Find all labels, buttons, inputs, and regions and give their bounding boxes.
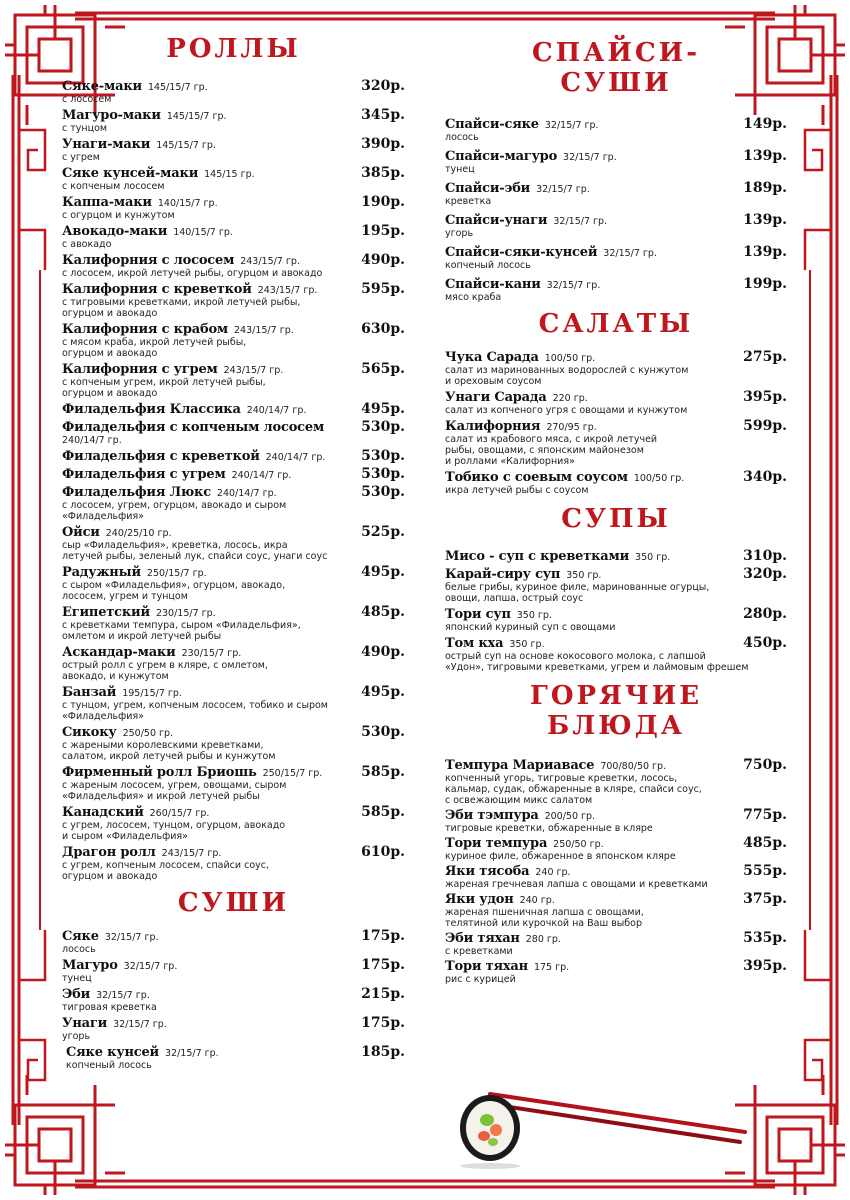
item-description: с жареными королевскими креветками, bbox=[62, 740, 264, 751]
section-title bbox=[445, 504, 787, 538]
item-price: 555р. bbox=[743, 863, 787, 879]
item-name: Том кха bbox=[445, 636, 504, 651]
right-column bbox=[445, 34, 787, 986]
menu-item bbox=[445, 606, 787, 633]
item-name: Тори суп bbox=[445, 607, 511, 622]
section-title: СУШИ bbox=[177, 888, 290, 918]
item-description: с авокадо bbox=[62, 239, 112, 250]
item-price: 385р. bbox=[361, 165, 405, 181]
item-weight: 240/14/7 гр. bbox=[216, 488, 277, 499]
item-price: 340р. bbox=[743, 469, 787, 485]
item-description: с тигровыми креветками, икрой летучей рыбы, bbox=[62, 297, 301, 308]
item-weight: 243/15/7 гр. bbox=[240, 256, 300, 267]
item-weight: 700/80/50 гр. bbox=[600, 761, 667, 772]
section-title bbox=[445, 309, 787, 343]
item-price: 530р. bbox=[361, 419, 405, 435]
menu-item bbox=[62, 165, 405, 192]
item-price: 599р. bbox=[743, 418, 787, 434]
item-weight: 270/95 гр. bbox=[546, 422, 597, 433]
item-weight: 243/15/7 гр. bbox=[223, 365, 284, 376]
item-name: Магуро-маки bbox=[62, 108, 161, 123]
item-description: с креветками темпура, сыром «Филадельфия», bbox=[62, 620, 301, 631]
section-title bbox=[445, 681, 787, 745]
item-description: с освежающим микс салатом bbox=[445, 795, 593, 806]
item-name: Калифорния с креветкой bbox=[62, 282, 252, 297]
item-name: Унаги-маки bbox=[62, 137, 151, 152]
item-price: 275р. bbox=[743, 349, 787, 365]
item-price: 185р. bbox=[361, 1044, 405, 1060]
item-weight: 175 гр. bbox=[533, 962, 570, 973]
section-title-line: САЛАТЫ bbox=[538, 309, 694, 339]
item-description: лосось bbox=[62, 944, 96, 955]
item-description: угорь bbox=[62, 1031, 91, 1042]
item-price: 320р. bbox=[361, 78, 405, 94]
item-description: тигровые креветки, обжаренные в кляре bbox=[445, 823, 653, 834]
item-weight: 32/15/7 гр. bbox=[544, 120, 599, 131]
item-name: Эби тяхан bbox=[445, 931, 520, 946]
item-name: Унаги Сарада bbox=[445, 390, 547, 405]
item-weight: 195/15/7 гр. bbox=[122, 688, 182, 699]
item-description: омлетом и икрой летучей рыбы bbox=[62, 631, 222, 642]
sushi-roll-chopsticks-illustration bbox=[440, 1080, 750, 1170]
item-price: 139р. bbox=[743, 244, 787, 260]
item-weight: 240/25/10 гр. bbox=[105, 528, 172, 539]
item-description: с копченым угрем, икрой летучей рыбы, bbox=[62, 377, 266, 388]
left-column bbox=[62, 34, 405, 1073]
item-description: авокадо, и кунжутом bbox=[62, 671, 169, 682]
menu-item bbox=[62, 401, 405, 417]
item-description: тигровая креветка bbox=[62, 1002, 157, 1013]
item-description: кальмар, судак, обжаренные в кляре, спайси соус, bbox=[445, 784, 702, 795]
menu-item bbox=[445, 349, 787, 387]
section-title-line: ГОРЯЧИЕ bbox=[529, 681, 703, 711]
item-weight: 145/15 гр. bbox=[204, 169, 255, 180]
item-price: 610р. bbox=[361, 844, 405, 860]
item-name: Спайси-магуро bbox=[445, 149, 558, 164]
item-price: 535р. bbox=[743, 930, 787, 946]
item-description: «Филадельфия» и икрой летучей рыбы bbox=[62, 791, 260, 802]
item-description: белые грибы, куриное филе, маринованные огурцы, bbox=[445, 582, 710, 593]
item-name: Филадельфия с угрем bbox=[62, 467, 226, 482]
menu-item bbox=[62, 136, 405, 163]
menu-item bbox=[445, 930, 787, 957]
item-price: 495р. bbox=[361, 564, 405, 580]
menu-item bbox=[62, 1015, 405, 1042]
item-weight: 240 гр. bbox=[519, 895, 555, 906]
item-weight: 350 гр. bbox=[516, 610, 552, 621]
item-description: тунец bbox=[445, 164, 475, 175]
item-name: Яки тясоба bbox=[445, 864, 530, 879]
item-description: летучей рыбы, зеленый лук, спайси соус, унаги соус bbox=[62, 551, 328, 562]
item-name: Калифорния с угрем bbox=[62, 362, 218, 377]
item-description: рыбы, овощами, с японским майонезом bbox=[445, 445, 644, 456]
item-name: Сяке bbox=[62, 929, 99, 944]
menu-item bbox=[62, 844, 405, 882]
menu-item bbox=[62, 321, 405, 359]
menu-item bbox=[445, 863, 787, 890]
menu-item bbox=[62, 604, 405, 642]
item-price: 345р. bbox=[361, 107, 405, 123]
item-price: 190р. bbox=[361, 194, 405, 210]
item-name: Аскандар-маки bbox=[62, 645, 176, 660]
item-name: Яки удон bbox=[445, 892, 514, 907]
menu-item bbox=[445, 148, 787, 175]
item-description: жареная гречневая лапша с овощами и креветками bbox=[445, 879, 708, 890]
menu-item bbox=[62, 986, 405, 1013]
item-weight: 200/50 гр. bbox=[544, 811, 596, 822]
item-price: 280р. bbox=[743, 606, 787, 622]
item-price: 149р. bbox=[743, 116, 787, 132]
item-description: японский куриный суп с овощами bbox=[445, 622, 616, 633]
item-price: 139р. bbox=[743, 148, 787, 164]
menu-item bbox=[62, 107, 405, 134]
item-price: 750р. bbox=[743, 757, 787, 773]
item-name: Мисо - суп с креветками bbox=[445, 549, 630, 564]
item-weight: 32/15/7 гр. bbox=[113, 1019, 167, 1030]
item-description: с мясом краба, икрой летучей рыбы, bbox=[62, 337, 247, 348]
item-description: огурцом и авокадо bbox=[62, 348, 158, 359]
item-weight: 243/15/7 гр. bbox=[257, 285, 318, 296]
item-name: Тори тяхан bbox=[445, 959, 528, 974]
item-weight: 145/15/7 гр. bbox=[166, 111, 227, 122]
menu-item bbox=[62, 724, 405, 762]
item-price: 390р. bbox=[361, 136, 405, 152]
item-weight: 220 гр. bbox=[552, 393, 588, 404]
menu-item bbox=[445, 891, 787, 929]
menu-section bbox=[445, 38, 787, 303]
item-weight: 32/15/7 гр. bbox=[123, 961, 178, 972]
item-name: Эби bbox=[62, 987, 91, 1002]
item-price: 375р. bbox=[743, 891, 787, 907]
item-price: 530р. bbox=[361, 484, 405, 500]
item-description: с тунцом, угрем, копченым лососем, тобико и сыром bbox=[62, 700, 328, 711]
menu-item bbox=[62, 928, 405, 955]
menu-item bbox=[62, 564, 405, 602]
menu-item bbox=[62, 957, 405, 984]
item-weight: 32/15/7 гр. bbox=[553, 216, 608, 227]
item-description: копченый лосось bbox=[445, 260, 531, 271]
item-description: икра летучей рыбы с соусом bbox=[445, 485, 589, 496]
item-description: с жареным лососем, угрем, овощами, сыром bbox=[62, 780, 287, 791]
menu-item bbox=[62, 684, 405, 722]
menu-item bbox=[62, 78, 405, 105]
item-price: 490р. bbox=[361, 644, 405, 660]
item-weight: 280 гр. bbox=[525, 934, 561, 945]
item-description: сыр «Филадельфия», креветка, лосось, икра bbox=[62, 540, 288, 551]
item-name: Филадельфия с креветкой bbox=[62, 449, 260, 464]
item-weight: 32/15/7 гр. bbox=[603, 248, 657, 259]
item-price: 585р. bbox=[361, 764, 405, 780]
section-title-line: СУПЫ bbox=[561, 504, 671, 534]
menu-section bbox=[62, 34, 405, 882]
item-weight: 240/14/7 гр. bbox=[231, 470, 292, 481]
menu-item bbox=[445, 635, 787, 673]
item-weight: 100/50 гр. bbox=[544, 353, 596, 364]
item-name: Калифорния с лососем bbox=[62, 253, 235, 268]
menu-item bbox=[62, 804, 405, 842]
item-name: Унаги bbox=[62, 1016, 108, 1031]
item-price: 595р. bbox=[361, 281, 405, 297]
item-weight: 350 гр. bbox=[509, 639, 545, 650]
menu-item bbox=[62, 252, 405, 279]
item-name: Тобико с соевым соусом bbox=[445, 470, 628, 485]
item-price: 585р. bbox=[361, 804, 405, 820]
menu-item bbox=[62, 223, 405, 250]
menu-item bbox=[62, 644, 405, 682]
menu-item bbox=[62, 448, 405, 464]
item-weight: 32/15/7 гр. bbox=[96, 990, 150, 1001]
item-name: Фирменный ролл Бриошь bbox=[62, 765, 257, 780]
item-name: Темпура Мариавасе bbox=[445, 758, 595, 773]
item-price: 195р. bbox=[361, 223, 405, 239]
item-name: Филадельфия Люкс bbox=[62, 485, 211, 500]
item-weight: 350 гр. bbox=[566, 570, 602, 581]
item-price: 175р. bbox=[361, 957, 405, 973]
item-weight: 250/15/7 гр. bbox=[262, 768, 323, 779]
menu-item bbox=[62, 419, 405, 446]
item-price: 189р. bbox=[743, 180, 787, 196]
item-name: Эби тэмпура bbox=[445, 808, 539, 823]
item-name: Спайси-эби bbox=[445, 181, 531, 196]
menu-item bbox=[445, 807, 787, 834]
item-weight: 260/15/7 гр. bbox=[149, 808, 210, 819]
item-description: острый суп на основе кокосового молока, с лапшой bbox=[445, 651, 706, 662]
item-price: 485р. bbox=[743, 835, 787, 851]
item-price: 395р. bbox=[743, 389, 787, 405]
item-weight: 140/15/7 гр. bbox=[173, 227, 233, 238]
item-price: 320р. bbox=[743, 566, 787, 582]
item-name: Спайси-кани bbox=[445, 277, 541, 292]
item-price: 175р. bbox=[361, 1015, 405, 1031]
section-title bbox=[445, 38, 787, 102]
item-weight: 140/15/7 гр. bbox=[157, 198, 218, 209]
item-description: угорь bbox=[445, 228, 474, 239]
item-description: салат из крабового мяса, с икрой летучей bbox=[445, 434, 658, 445]
item-description: и сыром «Филадельфия» bbox=[62, 831, 188, 842]
item-description: с лососем, икрой летучей рыбы, огурцом и авокадо bbox=[62, 268, 323, 279]
item-weight: 32/15/7 гр. bbox=[104, 932, 159, 943]
item-name: Спайси-сяки-кунсей bbox=[445, 245, 598, 260]
item-price: 485р. bbox=[361, 604, 405, 620]
item-description: с угрем bbox=[62, 152, 100, 163]
item-weight: 250/15/7 гр. bbox=[146, 568, 207, 579]
item-weight: 250/50 гр. bbox=[122, 728, 174, 739]
item-description: с тунцом bbox=[62, 123, 108, 134]
item-name: Магуро bbox=[62, 958, 118, 973]
item-description: с лососем, угрем, огурцом, авокадо и сыром bbox=[62, 500, 287, 511]
item-description: огурцом и авокадо bbox=[62, 388, 158, 399]
item-description: овощи, лапша, острый соус bbox=[445, 593, 584, 604]
item-name: Тори темпура bbox=[445, 836, 548, 851]
item-name: Сикоку bbox=[62, 725, 117, 740]
item-name: Ойси bbox=[62, 525, 100, 540]
item-weight: 32/15/7 гр. bbox=[546, 280, 601, 291]
item-description: салат из маринованных водорослей с кунжутом bbox=[445, 365, 689, 376]
item-price: 310р. bbox=[743, 548, 787, 564]
item-description: салат из копченого угря с овощами и кунжутом bbox=[445, 405, 688, 416]
item-price: 490р. bbox=[361, 252, 405, 268]
menu-section bbox=[445, 504, 787, 673]
item-description: рис с курицей bbox=[445, 974, 516, 985]
item-price: 139р. bbox=[743, 212, 787, 228]
item-description: с лососем bbox=[62, 94, 112, 105]
item-name: Чука Сарада bbox=[445, 350, 539, 365]
item-name: Филадельфия Классика bbox=[62, 402, 241, 417]
item-description: с сыром «Филадельфия», огурцом, авокадо, bbox=[62, 580, 286, 591]
menu-item bbox=[445, 418, 787, 467]
item-description: с копченым лососем bbox=[62, 181, 165, 192]
item-name: Филадельфия с копченым лососем bbox=[62, 420, 325, 435]
item-weight: 240/14/7 гр. bbox=[265, 452, 326, 463]
item-weight: 145/15/7 гр. bbox=[156, 140, 216, 151]
menu-section bbox=[62, 888, 405, 1071]
item-price: 565р. bbox=[361, 361, 405, 377]
item-weight: 243/15/7 гр. bbox=[234, 325, 294, 336]
item-weight: 230/15/7 гр. bbox=[155, 608, 216, 619]
item-weight: 243/15/7 гр. bbox=[161, 848, 222, 859]
item-weight: 350 гр. bbox=[635, 552, 671, 563]
menu-item bbox=[62, 524, 405, 562]
section-title: РОЛЛЫ bbox=[166, 34, 301, 64]
item-description: огурцом и авокадо bbox=[62, 871, 158, 882]
item-description: жареная пшеничная лапша с овощами, bbox=[445, 907, 644, 918]
item-price: 630р. bbox=[361, 321, 405, 337]
item-description: и роллами «Калифорния» bbox=[445, 456, 575, 467]
item-price: 495р. bbox=[361, 684, 405, 700]
item-name: Драгон ролл bbox=[62, 845, 156, 860]
item-weight: 145/15/7 гр. bbox=[147, 82, 208, 93]
item-name: Сяке кунсей-маки bbox=[62, 166, 199, 181]
item-description: телятиной или курочкой на Ваш выбор bbox=[445, 918, 642, 929]
item-name: Радужный bbox=[62, 565, 141, 580]
item-name: Каппа-маки bbox=[62, 195, 152, 210]
item-price: 775р. bbox=[743, 807, 787, 823]
menu-item bbox=[445, 835, 787, 862]
section-title-line: СПАЙСИ- bbox=[531, 38, 701, 68]
item-weight: 32/15/7 гр. bbox=[563, 152, 617, 163]
menu-item bbox=[62, 764, 405, 802]
menu-item bbox=[445, 180, 787, 207]
menu-section bbox=[445, 681, 787, 985]
item-weight: 100/50 гр. bbox=[633, 473, 685, 484]
item-description: с креветками bbox=[445, 946, 513, 957]
menu-item bbox=[62, 281, 405, 319]
item-description: с огурцом и кунжутом bbox=[62, 210, 175, 221]
menu-item bbox=[445, 958, 787, 985]
item-description: лососем, угрем и тунцом bbox=[62, 591, 188, 602]
item-weight: 240 гр. bbox=[535, 867, 571, 878]
item-name: Сяке-маки bbox=[62, 79, 142, 94]
item-price: 530р. bbox=[361, 448, 405, 464]
item-name: Спайси-сяке bbox=[445, 117, 539, 132]
item-description: «Филадельфия» bbox=[62, 711, 144, 722]
item-price: 495р. bbox=[361, 401, 405, 417]
item-price: 530р. bbox=[361, 466, 405, 482]
item-description: 240/14/7 гр. bbox=[62, 435, 122, 446]
item-description: копченный угорь, тигровые креветки, лосось, bbox=[445, 773, 678, 784]
item-description: копченый лосось bbox=[66, 1060, 152, 1071]
item-price: 450р. bbox=[743, 635, 787, 651]
menu-item bbox=[445, 389, 787, 416]
menu-item bbox=[445, 548, 787, 564]
item-description: лосось bbox=[445, 132, 479, 143]
menu-item bbox=[62, 1044, 405, 1071]
menu-item bbox=[445, 244, 787, 271]
menu-section bbox=[445, 309, 787, 496]
item-name: Банзай bbox=[62, 685, 117, 700]
item-weight: 32/15/7 гр. bbox=[165, 1048, 219, 1059]
item-description: «Филадельфия» bbox=[62, 511, 144, 522]
menu-item bbox=[445, 212, 787, 239]
item-price: 525р. bbox=[361, 524, 405, 540]
item-name: Сяке кунсей bbox=[66, 1045, 159, 1060]
item-weight: 240/14/7 гр. bbox=[246, 405, 307, 416]
item-description: креветка bbox=[445, 196, 492, 207]
item-name: Египетский bbox=[62, 605, 150, 620]
menu-item bbox=[445, 469, 787, 496]
menu-item bbox=[62, 361, 405, 399]
item-description: «Удон», тигровыми креветками, угрем и лаймовым фрешем bbox=[445, 662, 749, 673]
menu-item bbox=[62, 484, 405, 522]
item-description: с угрем, лососем, тунцом, огурцом, авокадо bbox=[62, 820, 286, 831]
menu-item bbox=[62, 194, 405, 221]
item-price: 199р. bbox=[743, 276, 787, 292]
item-description: тунец bbox=[62, 973, 92, 984]
section-title-line: БЛЮДА bbox=[547, 711, 685, 741]
menu-item bbox=[445, 757, 787, 806]
item-name: Карай-сиру суп bbox=[445, 567, 561, 582]
item-description: мясо краба bbox=[445, 292, 502, 303]
item-description: огурцом и авокадо bbox=[62, 308, 158, 319]
item-price: 215р. bbox=[361, 986, 405, 1002]
item-description: салатом, икрой летучей рыбы и кунжутом bbox=[62, 751, 276, 762]
item-weight: 32/15/7 гр. bbox=[536, 184, 590, 195]
item-name: Калифорния с крабом bbox=[62, 322, 229, 337]
item-name: Авокадо-маки bbox=[62, 224, 168, 239]
item-price: 530р. bbox=[361, 724, 405, 740]
item-description: и ореховым соусом bbox=[445, 376, 542, 387]
item-description: куриное филе, обжаренное в японском кляре bbox=[445, 851, 676, 862]
menu-item bbox=[445, 276, 787, 303]
item-name: Канадский bbox=[62, 805, 144, 820]
item-weight: 230/15/7 гр. bbox=[181, 648, 242, 659]
item-price: 175р. bbox=[361, 928, 405, 944]
item-name: Спайси-унаги bbox=[445, 213, 548, 228]
menu-item bbox=[62, 466, 405, 482]
item-description: острый ролл с угрем в кляре, с омлетом, bbox=[62, 660, 268, 671]
item-name: Калифорния bbox=[445, 419, 541, 434]
item-price: 395р. bbox=[743, 958, 787, 974]
menu-item bbox=[445, 566, 787, 604]
item-description: с угрем, копченым лососем, спайси соус, bbox=[62, 860, 269, 871]
section-title-line: СУШИ bbox=[560, 68, 672, 98]
menu-item bbox=[445, 116, 787, 143]
item-weight: 250/50 гр. bbox=[553, 839, 604, 850]
